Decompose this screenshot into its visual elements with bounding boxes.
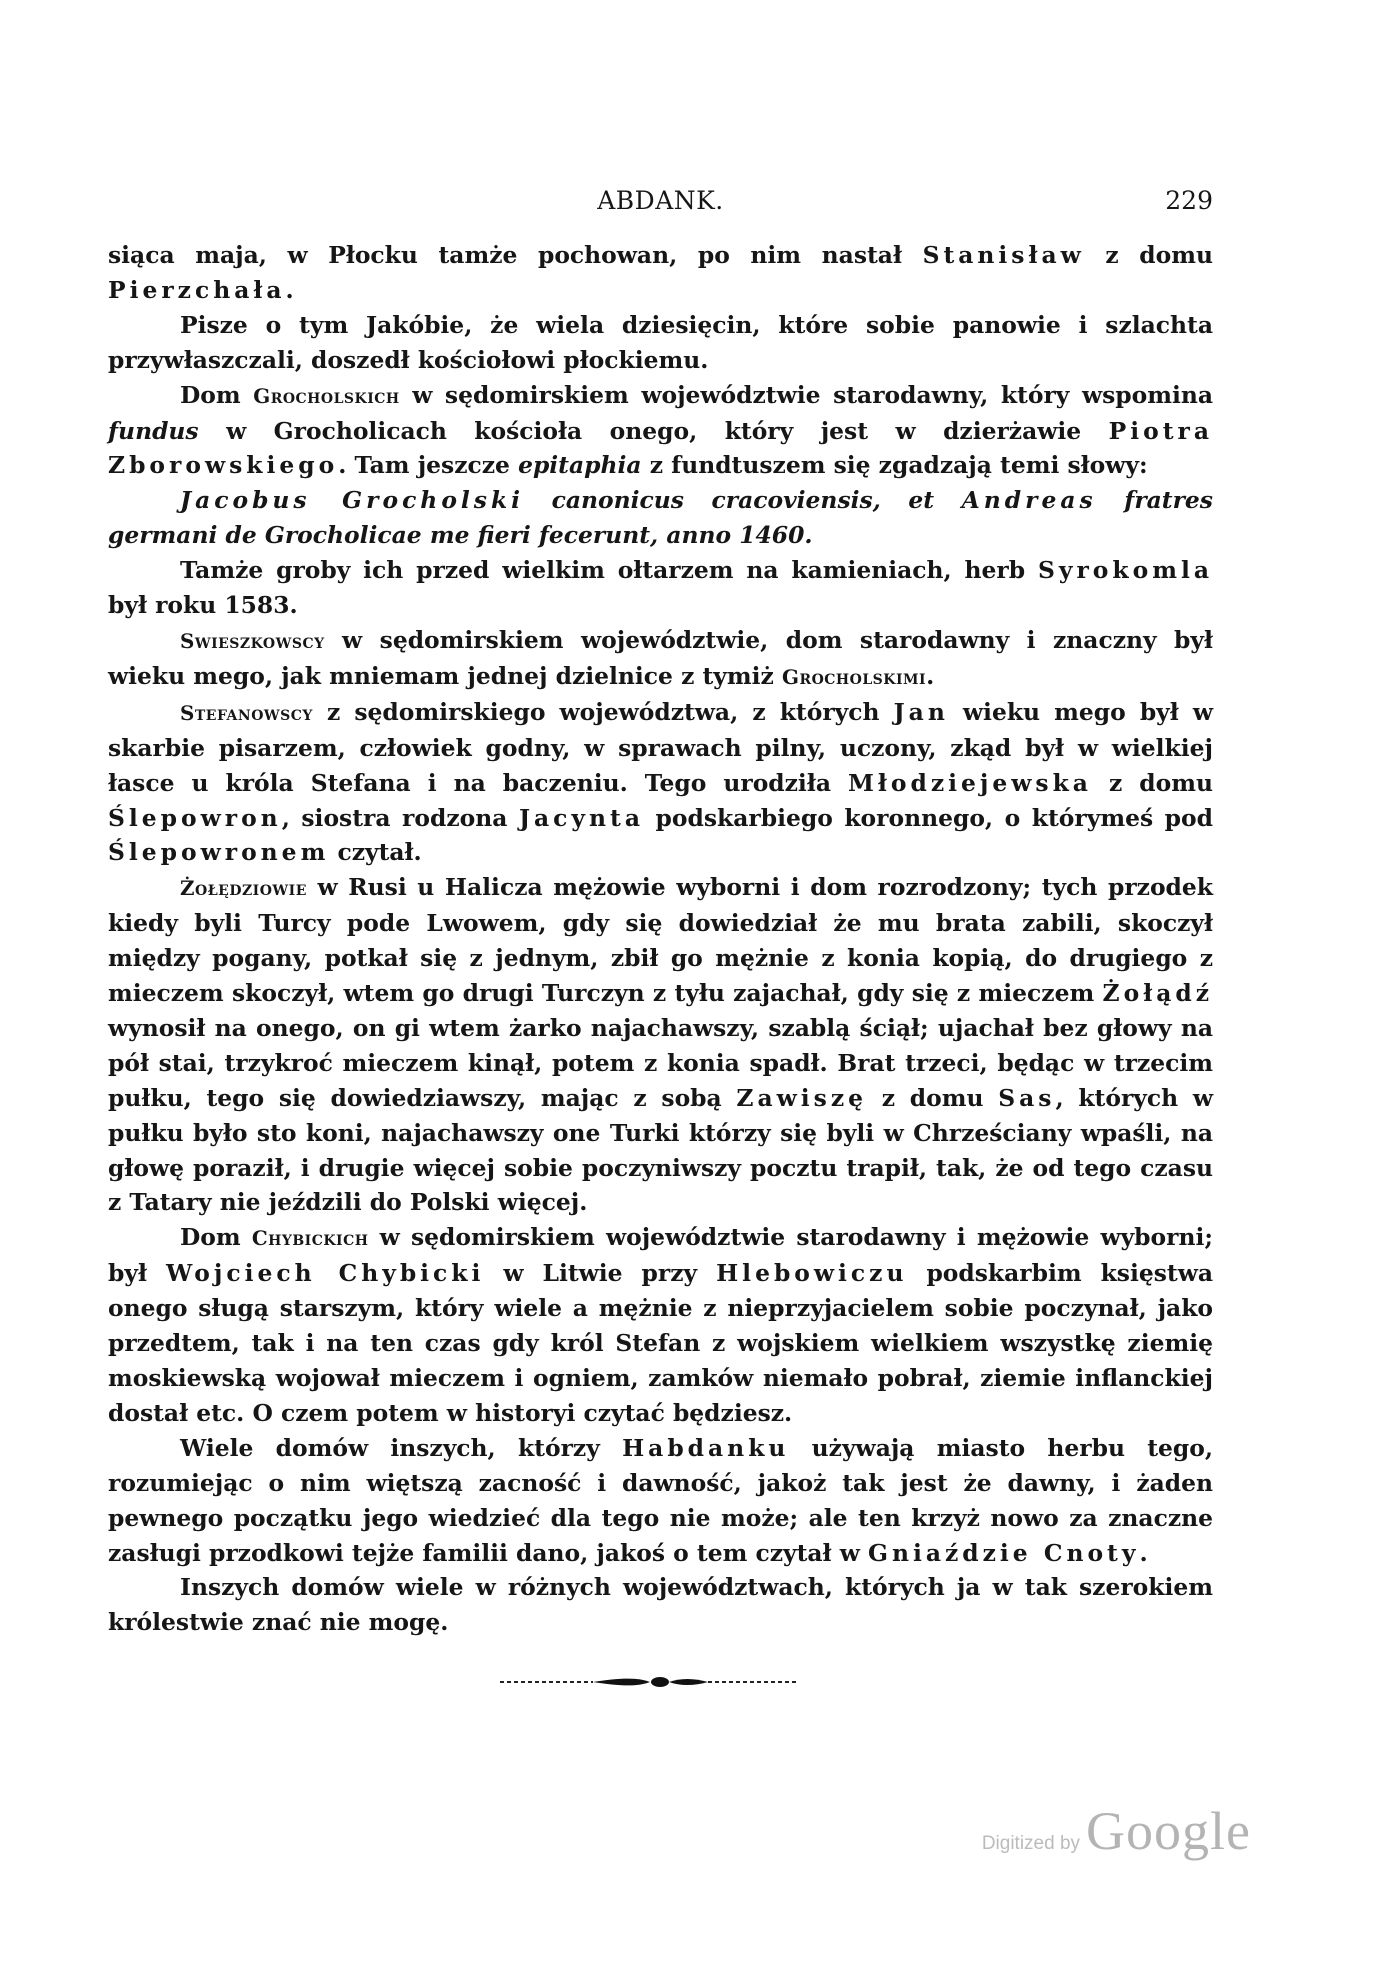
latin-term: epitaphia (518, 451, 642, 480)
name-spaced: Pierzchała (108, 275, 286, 304)
text-run: w sędomirskiem województwie starodawny, który wspomina (399, 380, 1214, 409)
name-spaced: Jacobus Grocholski (180, 486, 525, 515)
paragraph-1 (108, 238, 1213, 308)
text-run: Inszych domów wiele w różnych województwach, których ja w tak szerokiem królestwie znać nie mogę. (108, 1573, 1213, 1637)
name-spaced: Jan (893, 697, 949, 726)
paragraph-8 (108, 870, 1213, 1220)
family-name: Grocholskimi (781, 664, 927, 689)
text-run: z domu (1091, 768, 1213, 797)
text-run: wynosił na onego, on gi wtem żarko najachawszy, szablą ściął; ujachał bez głowy na pół stai, trzykroć mieczem kinął, potem z konia spadł. Brat trzeci, będąc w trzecim pułku, tego się dowiedziawszy, mając z sobą (108, 1013, 1213, 1112)
running-title: ABDANK. (597, 186, 724, 215)
text-run: fratres germani de Grocholicae me fieri fecerunt, anno 1460. (108, 486, 1213, 550)
family-name: Chybickich (251, 1226, 369, 1251)
watermark-brand: Google (1086, 1801, 1251, 1861)
name-spaced: Stanisław (922, 241, 1085, 269)
text-run: z sędomirskiego województwa, z których (312, 697, 894, 726)
text-run: siąca maja, w Płocku tamże pochowan, po nim nastał (108, 241, 923, 269)
paragraph-11 (108, 1570, 1213, 1640)
watermark-prefix: Digitized by (981, 1833, 1081, 1854)
name-spaced: Wojciech Chybicki (165, 1259, 485, 1288)
text-run: z domu (867, 1083, 999, 1112)
text-run: podskarbim księstwa onego sługą starszym, który wiele a mężnie z nieprzyjacielem sobie poczynał, jako przedtem, tak i na ten czas gdy król Stefan z wojskiem wielkiem wszystkę ziemię moskiewską wojował mieczem i ogniem, zamków niemało pobrał, ziemie inflanckiej dostał etc. O czem potem w historyi czytać będziesz. (108, 1259, 1213, 1427)
text-run: z domu (1084, 241, 1213, 269)
text-run: Pisze o tym Jakóbie, że wiela dziesięcin, które sobie panowie i szlachta przywłaszczali, doszedł kościołowi płockiemu. (108, 310, 1213, 374)
paragraph-6 (108, 623, 1213, 695)
digitized-watermark (982, 1800, 1251, 1860)
name-spaced: Zawiszę (736, 1083, 868, 1112)
text-run: z fundtuszem się zgadzają temi słowy: (641, 451, 1148, 480)
text-run: używają miasto herbu tego, rozumiejąc o nim więtszą zacność i dawność, jakoż tak jest że dawny, i żaden pewnego początku jego wiedzieć dla tego nie może; ale ten krzyż nowo za znaczne zasługi przodkowi tejże familii dano, jakoś o tem czytał w (108, 1433, 1214, 1567)
page-number: 229 (1165, 186, 1213, 215)
text-run: . (926, 661, 935, 690)
text-run: , siostra rodzona (281, 803, 519, 832)
name-spaced: Młodziejewska (848, 768, 1092, 797)
text-run: w Rusi u Halicza mężowie wyborni i dom rozrodzony; tych przodek kiedy byli Turcy pode Lwowem, gdy się dowiedział że mu brata zabili, skoczył między pogany, potkał się z jednym, zbił go mężnie z konia kopią, do drugiego z mieczem skoczył, wtem go drugi Turczyn z tyłu zajachał, gdy się z mieczem (108, 873, 1213, 1008)
name-spaced: Hlebowiczu (716, 1259, 908, 1288)
text-run: w sędomirskiem województwie starodawny i mężowie wyborni; był (108, 1223, 1213, 1288)
name-spaced: Syrokomla (1037, 556, 1213, 585)
text-run: Dom (180, 1223, 252, 1252)
body-text (108, 238, 1213, 1640)
text-run: Dom (180, 380, 254, 409)
name-spaced: Ślepowron (108, 803, 282, 832)
family-name: Grocholskich (253, 383, 400, 408)
text-run: et (880, 486, 962, 515)
text-run: . (1139, 1538, 1148, 1567)
paragraph-5 (108, 553, 1213, 623)
text-run: wieku mego był w skarbie pisarzem, człowiek godny, w sprawach pilny, uczony, zkąd był w wielkiej łasce u króla Stefana i na baczeniu. Tego urodziła (108, 697, 1214, 797)
running-head (108, 182, 1213, 222)
text-run: w Grocholicach kościoła onego, który jest w dzierżawie (198, 416, 1109, 445)
family-name: Żołędziowie (180, 876, 307, 901)
paragraph-4-latin-inscription (108, 483, 1213, 553)
family-name: Stefanowscy (180, 700, 313, 725)
family-name: Swieszkowscy (180, 628, 325, 653)
latin-term: fundus (108, 416, 199, 445)
paragraph-2 (108, 308, 1213, 378)
text-run: canonicus cracoviensis, (524, 486, 881, 515)
text-run: w sędomirskiem województwie, dom starodawny i znaczny był wieku mego, jak mniemam jednej dzielnice z tymiż (108, 625, 1213, 690)
text-run: . (285, 275, 294, 304)
name-spaced: Żołądź (1102, 979, 1213, 1008)
paragraph-7 (108, 695, 1213, 871)
paragraph-3 (108, 378, 1213, 484)
paragraph-9 (108, 1220, 1213, 1430)
text-run: był roku 1583. (108, 591, 298, 620)
text-run: Wiele domów inszych, którzy (180, 1433, 623, 1462)
paragraph-10 (108, 1431, 1213, 1571)
name-spaced: Habdanku (622, 1433, 790, 1462)
name-spaced: Piotra Zborowskiego (108, 416, 1213, 480)
name-spaced: Andreas (961, 486, 1097, 515)
name-spaced: Sas (998, 1083, 1056, 1112)
end-ornament (498, 1672, 798, 1692)
name-spaced: Gniaździe Cnoty (867, 1538, 1140, 1567)
text-run: w Litwie przy (484, 1259, 717, 1288)
text-run: Tamże groby ich przed wielkim ołtarzem na kamieniach, herb (180, 556, 1038, 585)
text-run: podskarbiego koronnego, o którymeś pod (643, 803, 1213, 832)
text-run: , których w pułku było sto koni, najachawszy one Turki którzy się byli w Chrześciany wpaśli, na głowę poraził, i drugie więcej sobie poczyniwszy pocztu trapił, tak, że od tego czasu z Tatary nie jeździli do Polski więcej. (108, 1083, 1213, 1217)
text-run: czytał. (329, 838, 422, 867)
name-spaced: Jacynta (518, 803, 644, 832)
text-run: . Tam jeszcze (338, 451, 519, 480)
name-spaced: Ślepowronem (108, 838, 330, 867)
